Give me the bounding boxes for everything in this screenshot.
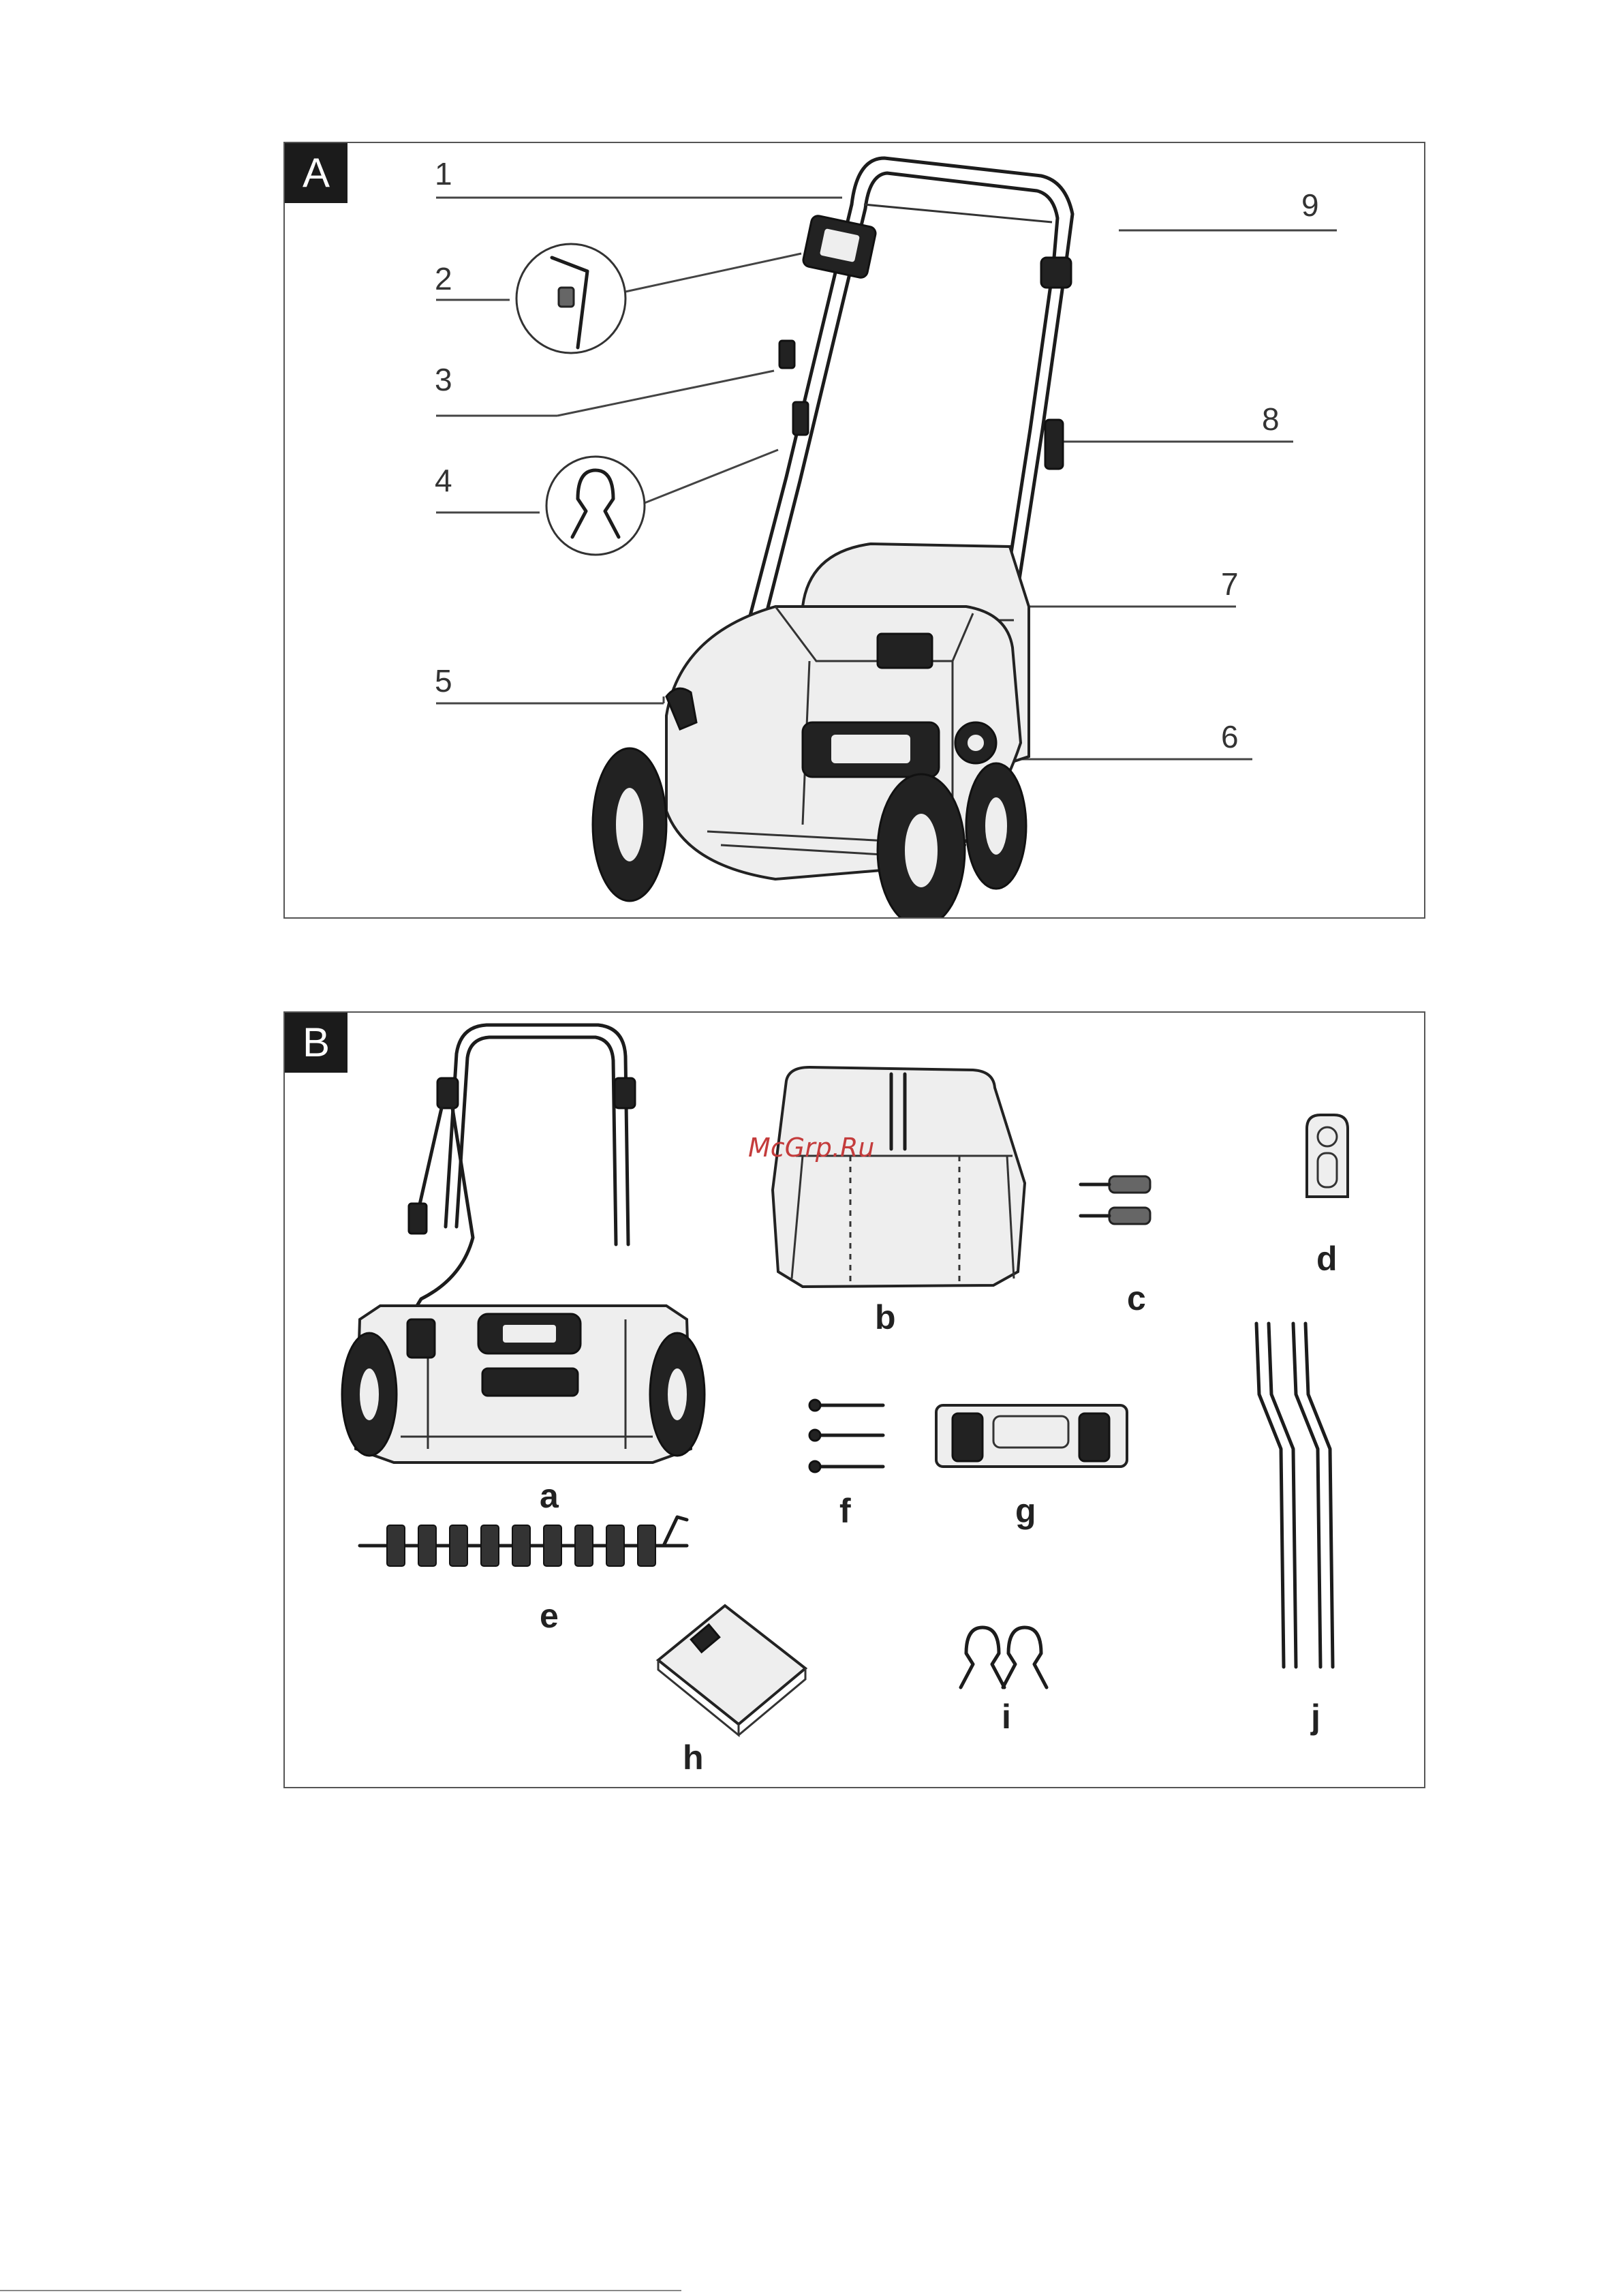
wheel-rear-right [966, 763, 1026, 889]
part-a-motor-housing [342, 1306, 705, 1463]
part-b-grass-bag [773, 1067, 1025, 1287]
detail-circle-safety-switch [516, 244, 625, 353]
watermark-text: McGrp.Ru [748, 1133, 875, 1163]
package-contents-drawing [285, 1013, 1424, 1787]
part-c-handle-clamps [1081, 1176, 1150, 1224]
part-label-d: d [1316, 1240, 1338, 1278]
part-f-screws [809, 1400, 883, 1472]
part-label-j: j [1311, 1698, 1320, 1736]
callout-5: 5 [435, 663, 452, 699]
part-i-cable-clips [961, 1627, 1047, 1687]
figure-a-assembled-scarifier [283, 142, 1425, 919]
figure-b-tag: B [285, 1013, 347, 1073]
depth-adjust-knob [955, 722, 996, 763]
callout-4: 4 [435, 463, 452, 498]
callout-6: 6 [1221, 719, 1239, 754]
footer-rule [0, 2290, 681, 2291]
handle-clip-upper-right [1041, 258, 1071, 288]
callout-3: 3 [435, 362, 452, 397]
part-label-i: i [1002, 1698, 1011, 1736]
part-e-scarifier-roller [360, 1517, 687, 1566]
part-label-b: b [875, 1298, 896, 1336]
wheel-front-right [878, 774, 965, 917]
callout-8: 8 [1262, 401, 1280, 437]
callout-2: 2 [435, 261, 452, 296]
part-h-instruction-manual [658, 1606, 805, 1735]
switch-box [802, 215, 877, 279]
figure-a-tag: A [285, 143, 347, 203]
figure-b-package-contents [283, 1011, 1425, 1788]
quick-release-lever [1045, 420, 1063, 469]
scarifier-assembled-drawing [285, 143, 1424, 917]
wheel-front-left [593, 748, 666, 901]
cable-clip [779, 341, 808, 435]
part-a-upper-handle [401, 1025, 635, 1333]
part-label-h: h [683, 1739, 704, 1777]
part-label-g: g [1015, 1492, 1036, 1530]
part-g-mounting-plate [936, 1405, 1127, 1467]
part-d-cable-holder [1307, 1115, 1348, 1197]
part-label-f: f [839, 1492, 851, 1530]
part-label-a: a [540, 1477, 559, 1515]
part-label-c: c [1127, 1279, 1146, 1317]
callout-7: 7 [1221, 566, 1239, 602]
part-label-e: e [540, 1597, 559, 1635]
callout-9: 9 [1301, 187, 1319, 223]
detail-circle-cable-clip [546, 457, 645, 555]
callout-1: 1 [435, 156, 452, 192]
part-j-lower-handle-tubes [1256, 1323, 1333, 1667]
